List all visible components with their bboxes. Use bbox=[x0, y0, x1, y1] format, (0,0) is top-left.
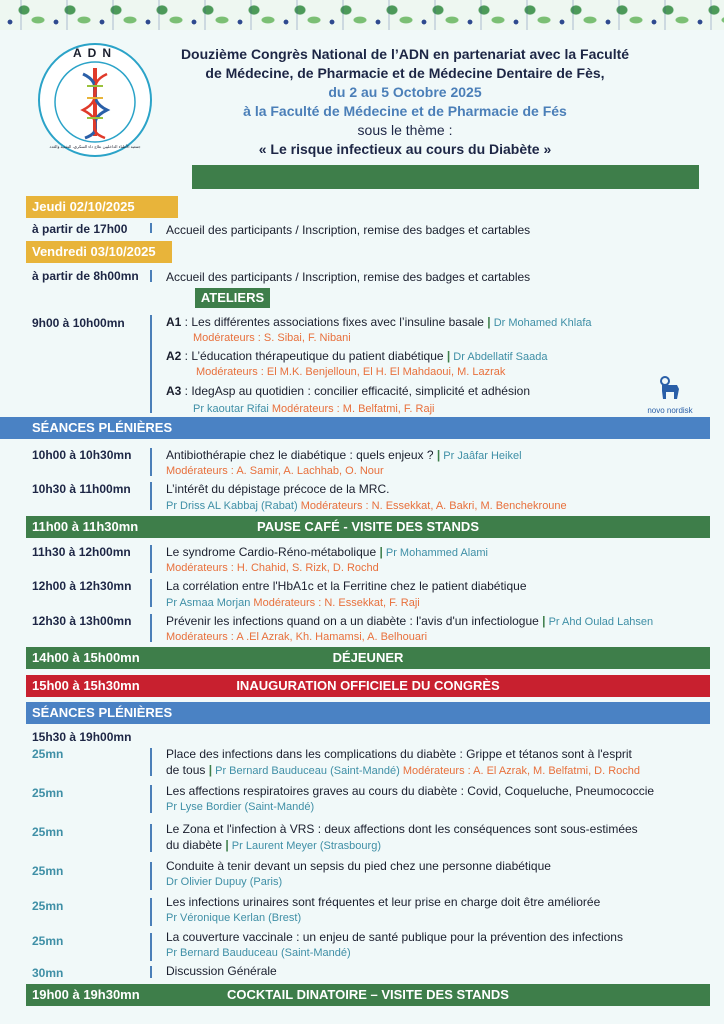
session-title-text: du diabète bbox=[166, 838, 226, 852]
atelier-title: : IdegAsp au quotidien : concilier efficacité, simplicité et adhésion bbox=[181, 384, 530, 398]
divider bbox=[150, 579, 152, 607]
sponsor-name: novo nordisk bbox=[647, 406, 693, 415]
atelier-a1-mods: Modérateurs : S. Sibai, F. Nibani bbox=[193, 332, 351, 344]
atelier-a3-meta bbox=[193, 400, 434, 417]
session-speaker: Pr Ahd Oulad Lahsen bbox=[545, 616, 654, 628]
session-title: Les affections respiratoires graves au cours du diabète : Covid, Coqueluche, Pneumococcie bbox=[166, 784, 655, 798]
divider bbox=[150, 315, 152, 413]
atelier-title: : Les différentes associations fixes avec l’insuline basale bbox=[181, 315, 488, 329]
atelier-code: A1 bbox=[166, 315, 182, 329]
session-meta bbox=[166, 497, 567, 514]
atelier-mods: Modérateurs : M. Belfatmi, F. Raji bbox=[268, 403, 435, 415]
session-time: 12h30 à 13h00mn bbox=[32, 614, 132, 628]
cocktail-time: 19h00 à 19h30mn bbox=[32, 987, 140, 1002]
separator: | bbox=[446, 349, 451, 363]
separator: | bbox=[487, 315, 491, 329]
session-mods: Modérateurs : A .El Azrak, Kh. Hamamsi, A. Belhouari bbox=[166, 631, 428, 643]
divider bbox=[150, 966, 152, 978]
atelier-a3 bbox=[166, 383, 530, 399]
atelier-code: A2 bbox=[166, 349, 182, 363]
adn-logo bbox=[35, 40, 155, 160]
session-title-text: Le syndrome Cardio-Réno-métabolique bbox=[166, 545, 380, 559]
session-speaker: Pr Mohammed Alami bbox=[382, 547, 488, 559]
decorative-pattern-banner bbox=[0, 0, 724, 30]
ateliers-label: ATELIERS bbox=[195, 288, 270, 308]
day2-time: à partir de 8h00mn bbox=[32, 269, 139, 283]
session-speaker: Pr Laurent Meyer (Strasbourg) bbox=[228, 840, 381, 852]
session-time: 10h00 à 10h30mn bbox=[32, 448, 132, 462]
session-title bbox=[166, 544, 488, 561]
divider bbox=[150, 270, 152, 282]
novo-nordisk-logo bbox=[640, 375, 700, 415]
session-title: Le Zona et l'infection à VRS : deux affections dont les conséquences sont sous-estimées bbox=[166, 822, 638, 836]
atelier-title: : L’éducation thérapeutique du patient diabétique bbox=[181, 349, 447, 363]
divider bbox=[150, 614, 152, 642]
separator: | bbox=[436, 448, 441, 462]
plenary-band bbox=[26, 702, 710, 724]
session-speaker: Pr Lyse Bordier (Saint-Mandé) bbox=[166, 801, 315, 813]
lunch-label: DÉJEUNER bbox=[332, 650, 404, 665]
divider bbox=[150, 785, 152, 813]
congress-header bbox=[170, 45, 640, 159]
divider bbox=[150, 862, 152, 890]
session-title-text: Prévenir les infections quand on a un diabète : l'avis d'un infectiologue bbox=[166, 614, 543, 628]
separator: | bbox=[379, 545, 383, 559]
divider bbox=[150, 898, 152, 926]
plenary-label: SÉANCES PLÉNIÈRES bbox=[32, 420, 173, 435]
header-line2: de Médecine, de Pharmacie et de Médecine Dentaire de Fès, bbox=[205, 65, 605, 81]
ateliers-time: 9h00 à 10h00mn bbox=[32, 316, 125, 330]
session-mods: Modérateurs : N. Essekkat, F. Raji bbox=[250, 597, 420, 609]
session-speaker: Pr Jaâfar Heikel bbox=[440, 450, 522, 462]
session-speaker: Pr Bernard Bauduceau (Saint-Mandé) bbox=[166, 947, 351, 959]
separator: | bbox=[225, 838, 229, 852]
session-duration: 25mn bbox=[32, 934, 64, 948]
session-time: 10h30 à 11h00mn bbox=[32, 482, 131, 496]
session-mods: Modérateurs : N. Essekkat, A. Bakri, M. Benchekroune bbox=[297, 500, 567, 512]
atelier-a1 bbox=[166, 314, 592, 331]
session-time: 11h30 à 12h00mn bbox=[32, 545, 131, 559]
inauguration-time: 15h00 à 15h30mn bbox=[32, 678, 140, 693]
separator: | bbox=[208, 763, 213, 777]
logo-arabic-text: جمعية الأطباء الداخليين علاج داء السكري، التغذية والغدد bbox=[49, 144, 141, 149]
session-title-text: de tous bbox=[166, 763, 209, 777]
session-meta bbox=[166, 594, 420, 611]
session-title: L’intérêt du dépistage précoce de la MRC. bbox=[166, 482, 390, 496]
day1-time: à partir de 17h00 bbox=[32, 222, 128, 236]
session-time: 12h00 à 12h30mn bbox=[32, 579, 132, 593]
session-duration: 30mn bbox=[32, 966, 64, 980]
plenary-band bbox=[0, 417, 710, 439]
header-venue: à la Faculté de Médecine et de Pharmacie de Fés bbox=[243, 103, 567, 119]
session-title: Conduite à tenir devant un sepsis du pied chez une personne diabétique bbox=[166, 859, 551, 873]
pause-time: 11h00 à 11h30mn bbox=[32, 519, 139, 534]
divider bbox=[150, 482, 152, 510]
day2-text: Accueil des participants / Inscription, remise des badges et cartables bbox=[166, 270, 531, 284]
session-speaker: Dr Olivier Dupuy (Paris) bbox=[166, 876, 283, 888]
session-title-cont bbox=[166, 762, 640, 779]
session-speaker: Pr Véronique Kerlan (Brest) bbox=[166, 912, 302, 924]
session-title bbox=[166, 447, 522, 464]
atelier-a2-mods: Modérateurs : El M.K. Benjelloun, El H. El Mahdaoui, M. Lazrak bbox=[196, 366, 506, 378]
session-speaker: Pr Asmaa Morjan bbox=[166, 597, 251, 609]
divider bbox=[150, 448, 152, 476]
inauguration-band bbox=[26, 675, 710, 697]
session-title-cont bbox=[166, 837, 381, 854]
decorative-green-bar bbox=[192, 165, 699, 189]
session-title: Place des infections dans les complications du diabète : Grippe et tétanos sont à l'esprit bbox=[166, 747, 632, 761]
session-duration: 25mn bbox=[32, 899, 64, 913]
day1-text: Accueil des participants / Inscription, remise des badges et cartables bbox=[166, 223, 531, 237]
lunch-band bbox=[26, 647, 710, 669]
session-duration: 25mn bbox=[32, 864, 64, 878]
session-mods: Modérateurs : A. El Azrak, M. Belfatmi, D. Rochd bbox=[399, 765, 641, 777]
session-title: La couverture vaccinale : un enjeu de santé publique pour la prévention des infections bbox=[166, 930, 623, 944]
session-title-text: Antibiothérapie chez le diabétique : quels enjeux ? bbox=[166, 448, 437, 462]
session-title: Discussion Générale bbox=[166, 964, 277, 978]
divider bbox=[150, 223, 152, 233]
divider bbox=[150, 933, 152, 961]
divider bbox=[150, 824, 152, 852]
atelier-speaker: Dr Mohamed Khlafa bbox=[490, 317, 592, 329]
session-title bbox=[166, 613, 653, 630]
pause-band bbox=[26, 516, 710, 538]
pause-label: PAUSE CAFÉ - VISITE DES STANDS bbox=[257, 519, 479, 534]
plenary-range: 15h30 à 19h00mn bbox=[32, 730, 132, 744]
atelier-code: A3 bbox=[166, 384, 182, 398]
atelier-speaker: Pr kaoutar Rifai bbox=[193, 403, 269, 415]
session-duration: 25mn bbox=[32, 747, 64, 761]
plenary-label: SÉANCES PLÉNIÈRES bbox=[32, 705, 173, 720]
session-title: La corrélation entre l'HbA1c et la Ferritine chez le patient diabétique bbox=[166, 579, 527, 593]
header-dates: du 2 au 5 Octobre 2025 bbox=[328, 84, 482, 100]
header-theme-intro: sous le thème : bbox=[357, 122, 453, 138]
cocktail-band bbox=[26, 984, 710, 1006]
cocktail-label: COCKTAIL DINATOIRE – VISITE DES STANDS bbox=[227, 987, 509, 1002]
bull-icon bbox=[657, 375, 683, 401]
atelier-a2 bbox=[166, 348, 547, 365]
header-theme: « Le risque infectieux au cours du Diabète » bbox=[258, 141, 552, 157]
session-speaker: Pr Driss AL Kabbaj (Rabat) bbox=[166, 500, 298, 512]
separator: | bbox=[542, 614, 546, 628]
session-duration: 25mn bbox=[32, 786, 64, 800]
divider bbox=[150, 545, 152, 573]
session-title: Les infections urinaires sont fréquentes et leur prise en charge doit être améliorée bbox=[166, 895, 601, 909]
logo-acronym: ADN bbox=[73, 46, 117, 60]
inauguration-label: INAUGURATION OFFICIELE DU CONGRÈS bbox=[236, 678, 500, 693]
session-speaker: Pr Bernard Bauduceau (Saint-Mandé) bbox=[212, 765, 400, 777]
session-mods: Modérateurs : A. Samir, A. Lachhab, O. Nour bbox=[166, 465, 384, 477]
atelier-speaker: Dr Abdellatif Saada bbox=[450, 351, 548, 363]
session-duration: 25mn bbox=[32, 825, 64, 839]
session-mods: Modérateurs : H. Chahid, S. Rizk, D. Rochd bbox=[166, 562, 379, 574]
header-line1: Douzième Congrès National de l’ADN en partenariat avec la Faculté bbox=[180, 46, 630, 62]
divider bbox=[150, 748, 152, 776]
day2-tag: Vendredi 03/10/2025 bbox=[26, 241, 172, 263]
lunch-time: 14h00 à 15h00mn bbox=[32, 650, 140, 665]
day1-tag: Jeudi 02/10/2025 bbox=[26, 196, 178, 218]
